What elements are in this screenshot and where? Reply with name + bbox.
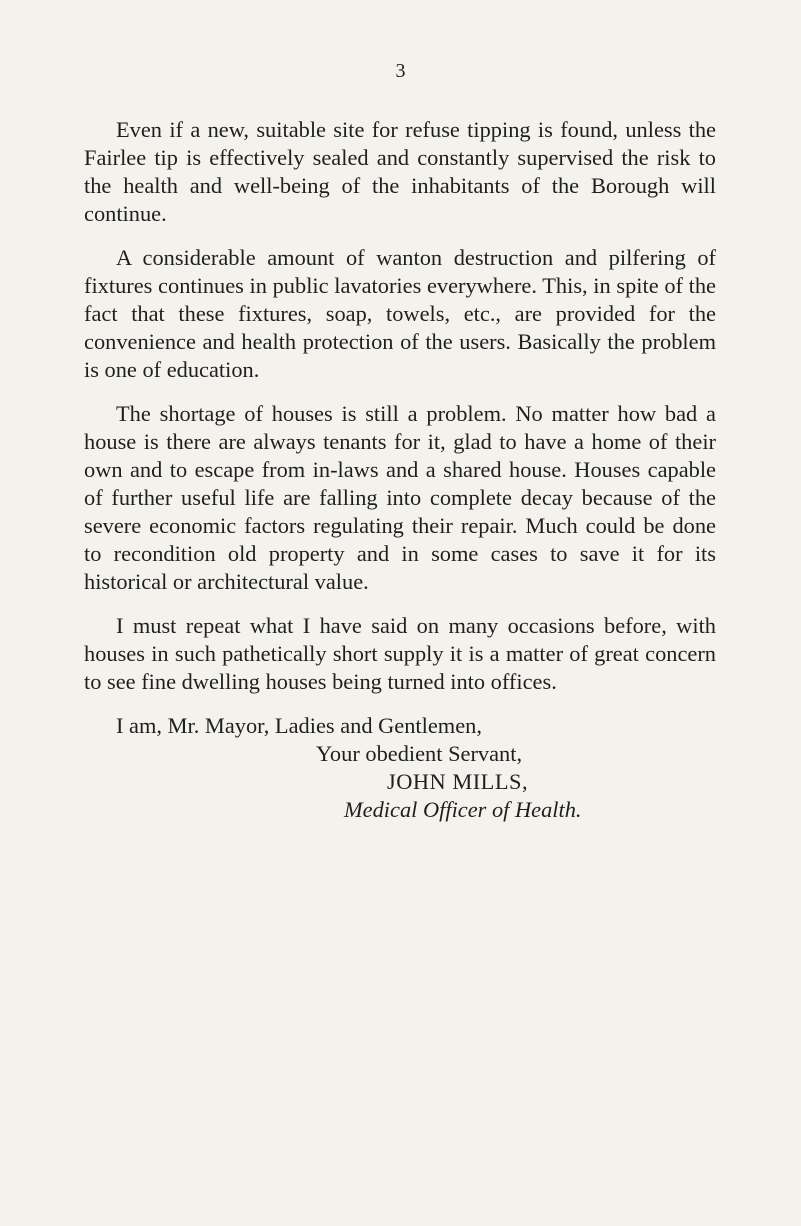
closing-salutation: I am, Mr. Mayor, Ladies and Gentlemen, bbox=[116, 713, 482, 738]
signatory-name: JOHN MILLS, bbox=[387, 769, 529, 794]
signatory-title: Medical Officer of Health. bbox=[344, 797, 582, 822]
paragraph-public-lavatories: A considerable amount of wanton destruction and pilfering of fixtures continues in public lavatories everywhere. This, in spite of the fact that these fixtures, soap, towels, etc., are provided for the convenience and health protection of the users. Basically the problem is one of education. bbox=[84, 245, 716, 382]
page-number: 3 bbox=[395, 60, 406, 82]
paragraph-housing-shortage: The shortage of houses is still a problem. No matter how bad a house is there are always tenants for it, glad to have a home of their own and to escape from in-laws and a shared house. Houses capable of further useful life are falling into complete decay because of the severe economic factors regulating their repair. Much could be done to recondition old property and in some cases to save it for its historical or architectural value. bbox=[84, 401, 716, 594]
report-body bbox=[84, 116, 716, 824]
closing-servant: Your obedient Servant, bbox=[316, 741, 523, 766]
paragraph-refuse-tipping: Even if a new, suitable site for refuse tipping is found, unless the Fairlee tip is effectively sealed and constantly supervised the risk to the health and well-being of the inhabitants of the Borough will continue. bbox=[84, 117, 716, 226]
letter-closing bbox=[84, 712, 716, 824]
paragraph-houses-to-offices: I must repeat what I have said on many occasions before, with houses in such pathetically short supply it is a matter of great concern to see fine dwelling houses being turned into offices. bbox=[84, 613, 716, 694]
